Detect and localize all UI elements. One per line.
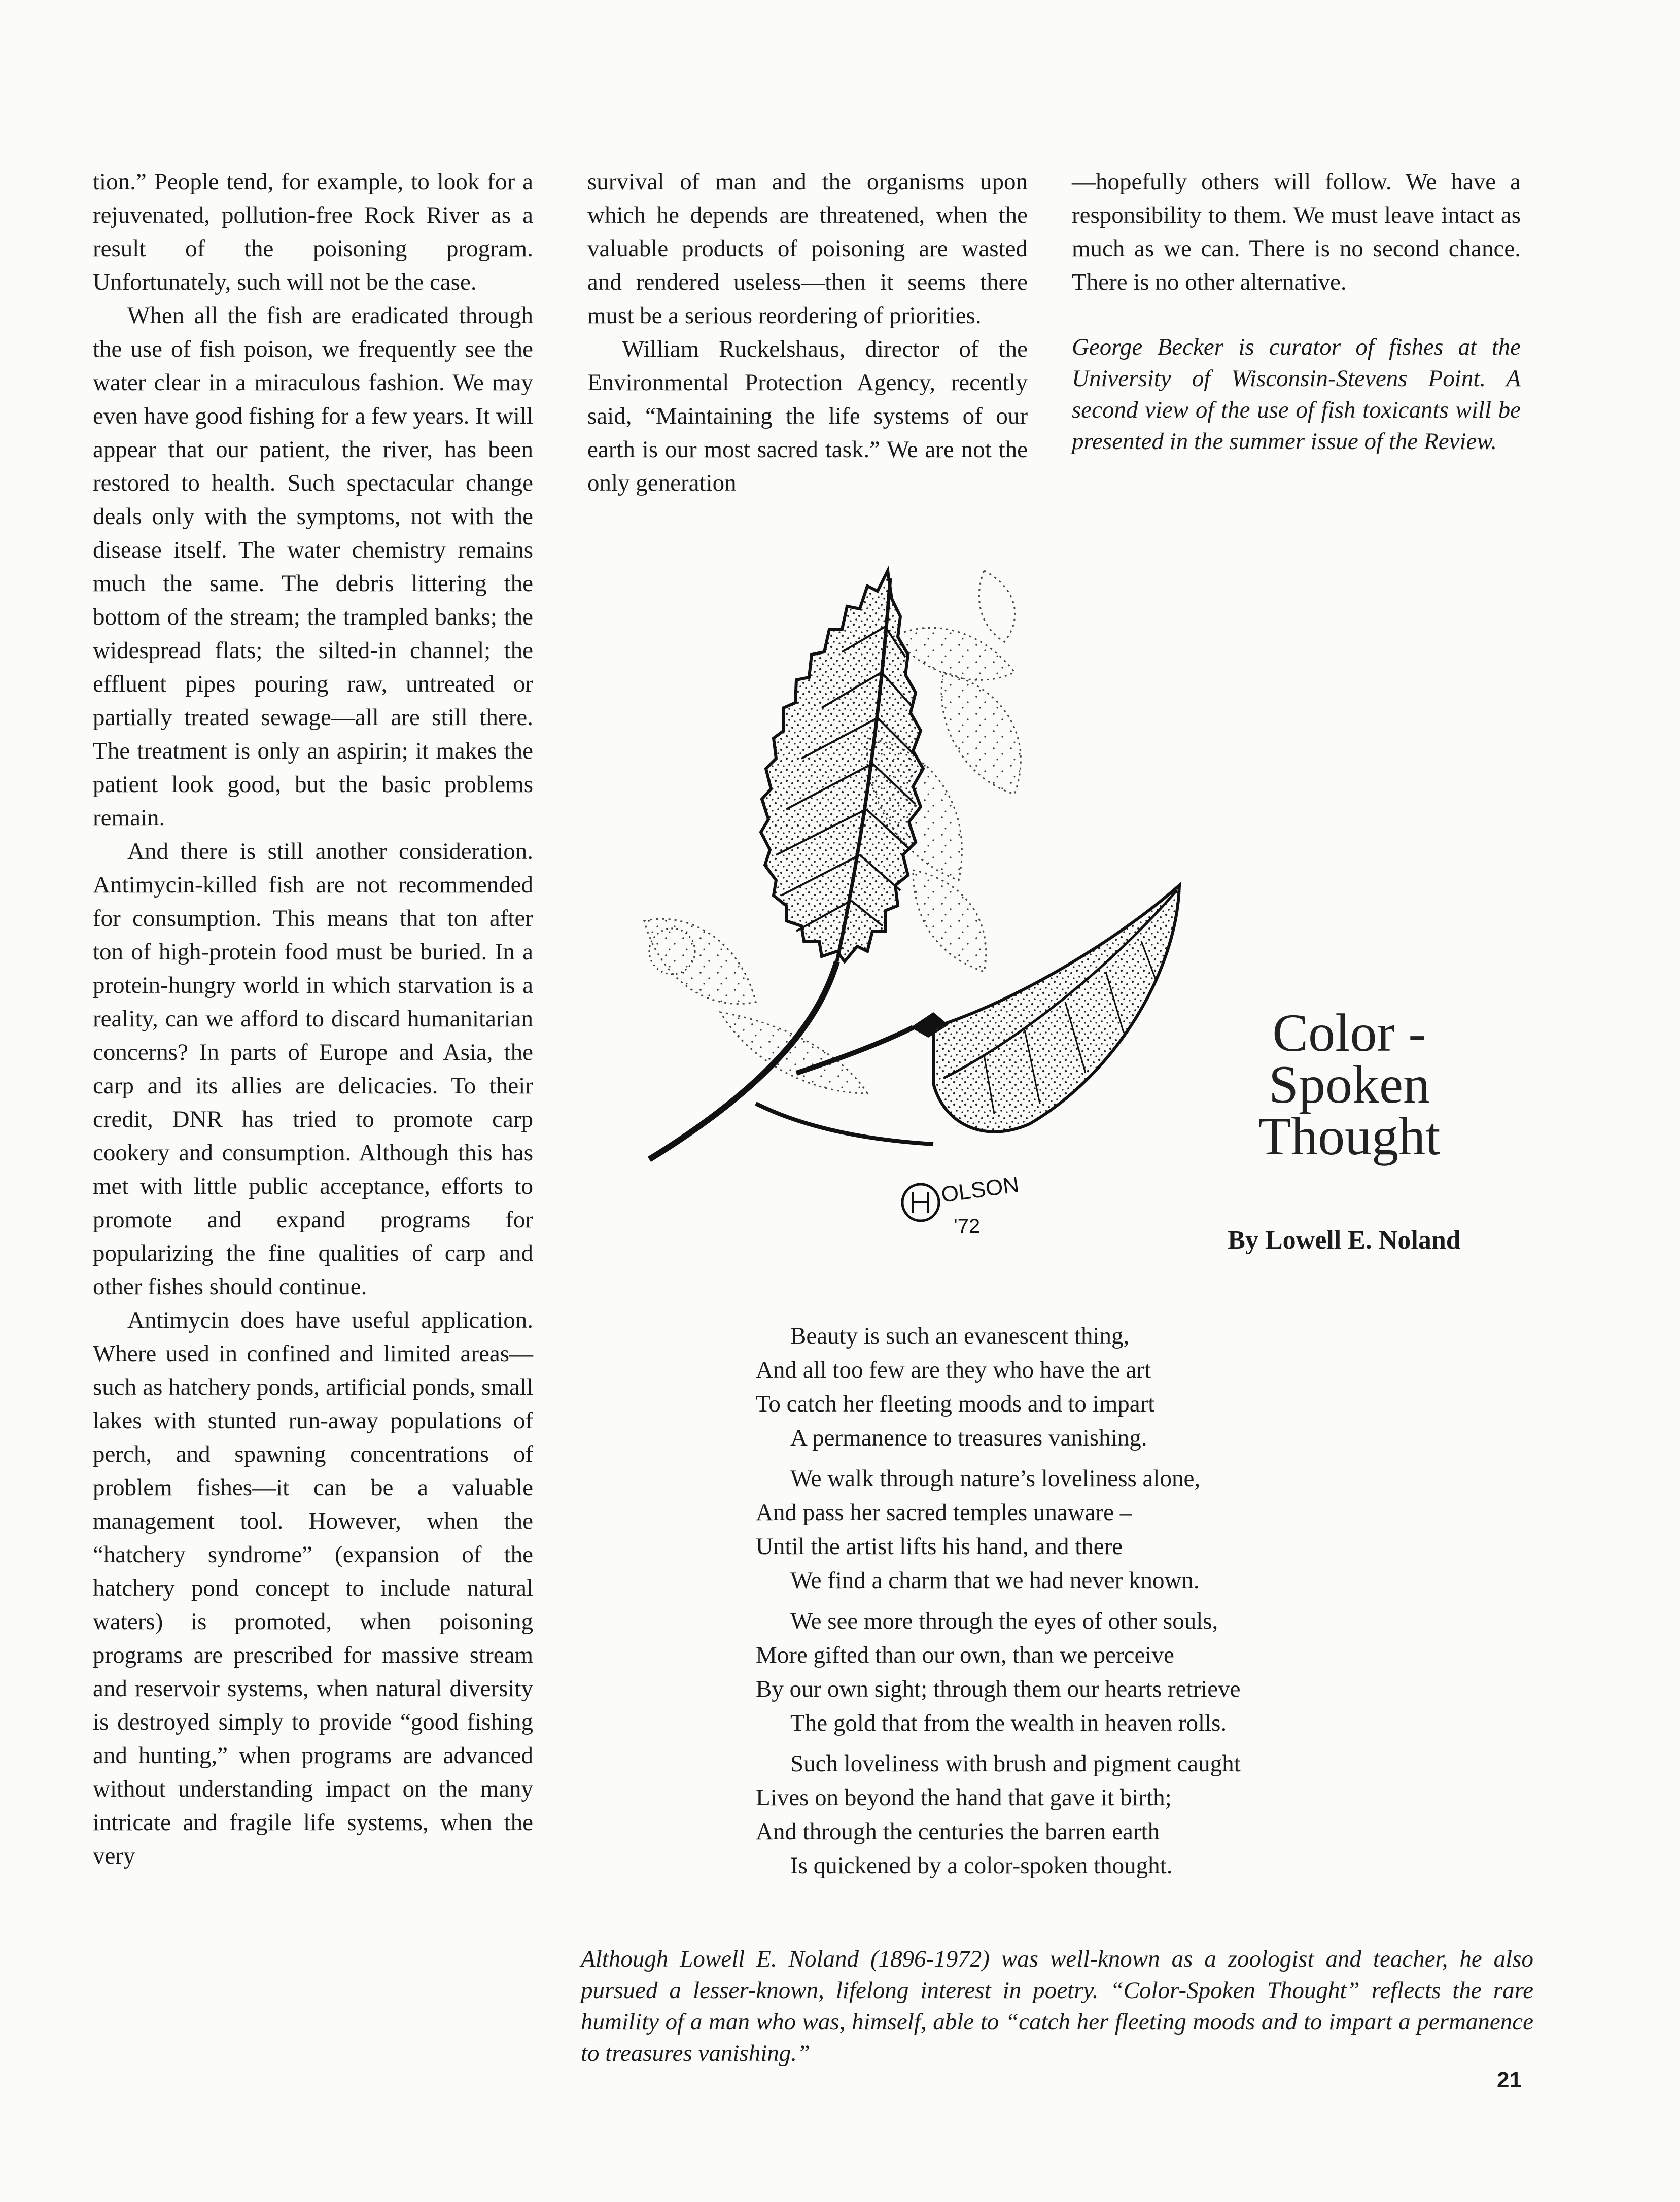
poem-line: Such loveliness with brush and pigment caught [790,1750,1241,1777]
article-column-2 [587,165,1028,500]
poem-title-line: Spoken [1269,1055,1430,1114]
poem-line: And pass her sacred temples unaware – [756,1499,1132,1526]
paragraph: survival of man and the organisms upon which he depends are threatened, when the valuable products of poisoning are wasted and rendered useless—then it seems there must be a serious reordering of priorities. [587,168,1028,329]
poem-line: Until the artist lifts his hand, and there [756,1533,1123,1560]
poem-line: The gold that from the wealth in heaven rolls. [790,1710,1227,1736]
poem-stanza [756,1319,1395,1455]
poem-title-line: Thought [1258,1107,1441,1166]
paragraph: And there is still another consideration. Antimycin-killed fish are not recommended for consumption. This means that ton after ton of high-protein food must be buried. In a protein-hungry world in which starvation is a reality, can we afford to discard humanitarian concerns? In parts of Europe and Asia, the carp and its allies are delicacies. To their credit, DNR has tried to promote carp cookery and consumption. Although this has met with little public acceptance, efforts to promote and expand programs for popularizing the fine qualities of carp and other fishes should continue. [93,838,533,1300]
poem-line: To catch her fleeting moods and to impart [756,1391,1155,1417]
poem-line: Is quickened by a color-spoken thought. [790,1852,1173,1879]
leaf-drawing [629,556,1202,1263]
article-column-1 [93,165,533,1873]
illustration-year: '72 [954,1215,981,1237]
poem-line: We walk through nature’s loveliness alone, [790,1465,1201,1492]
illustration-signature: OLSON [939,1172,1021,1208]
poem-line: Lives on beyond the hand that gave it birth; [756,1784,1172,1811]
paragraph: William Ruckelshaus, director of the Environmental Protection Agency, recently said, “Maintaining the life systems of our earth is our most sacred task.” We are not the only generation [587,336,1028,496]
poem-line: We see more through the eyes of other souls, [790,1608,1218,1634]
page-number: 21 [1497,2068,1522,2092]
author-bio: George Becker is curator of fishes at the University of Wisconsin-Stevens Point. A second view of the use of fish toxicants will be presented in the summer issue of the Review. [1072,334,1521,455]
poem-body [756,1319,1395,1889]
poem-byline: By Lowell E. Noland [1228,1226,1461,1255]
paragraph: Antimycin does have useful application. Where used in confined and limited areas—such as hatchery ponds, artificial ponds, small lakes with stunted run-away populations of perch, and spawning concentrations of problem fishes—it can be a valuable management tool. However, when the “hatchery syndrome” (expansion of the hatchery pond concept to include natural waters) is promoted, when poisoning programs are prescribed for massive stream and reservoir systems, when natural diversity is destroyed simply to provide “good fishing and hunting,” when programs are advanced without understanding impact on the many intricate and fragile life systems, when the very [93,1307,533,1869]
poem-line: We find a charm that we had never known. [790,1567,1200,1594]
poem-title-line: Color - [1272,1003,1426,1062]
poem-line: And all too few are they who have the art [756,1357,1151,1383]
poem-stanza [756,1462,1395,1598]
poem-line: A permanence to treasures vanishing. [790,1425,1147,1451]
paragraph: When all the fish are eradicated through the use of fish poison, we frequently see the water clear in a miraculous fashion. We may even have good fishing for a few years. It will appear that our patient, the river, has been restored to health. Such spectacular change deals only with the symptoms, not with the disease itself. The water chemistry remains much the same. The debris littering the bottom of the stream; the trampled banks; the widespread flats; the silted-in channel; the effluent pipes pouring raw, untreated or partially treated sewage—all are still there. The treatment is only an aspirin; it makes the patient look good, but the basic problems remain. [93,302,533,831]
paragraph: —hopefully others will follow. We have a responsibility to them. We must leave intact as much as we can. There is no second chance. There is no other alternative. [1072,168,1521,295]
poem-line: By our own sight; through them our hearts retrieve [756,1676,1241,1702]
leaf-illustration [629,556,1202,1263]
poem-line: More gifted than our own, than we perceive [756,1642,1174,1668]
poem-line: And through the centuries the barren earth [756,1818,1160,1845]
article-column-3 [1072,165,1521,457]
paragraph: tion.” People tend, for example, to look for a rejuvenated, pollution-free Rock River as a result of the poisoning program. Unfortunately, such will not be the case. [93,168,533,295]
poem-title [1228,1003,1471,1166]
poem-line: Beauty is such an evanescent thing, [790,1323,1130,1349]
poem-stanza [756,1747,1395,1883]
poem-stanza [756,1604,1395,1740]
editor-note: Although Lowell E. Noland (1896-1972) was well-known as a zoologist and teacher, he also pursued a lesser-known, lifelong interest in poetry. “Color-Spoken Thought” reflects the rare humility of a man who was, himself, able to “catch her fleeting moods and to impart a permanence to treasures vanishing.” [581,1946,1533,2067]
